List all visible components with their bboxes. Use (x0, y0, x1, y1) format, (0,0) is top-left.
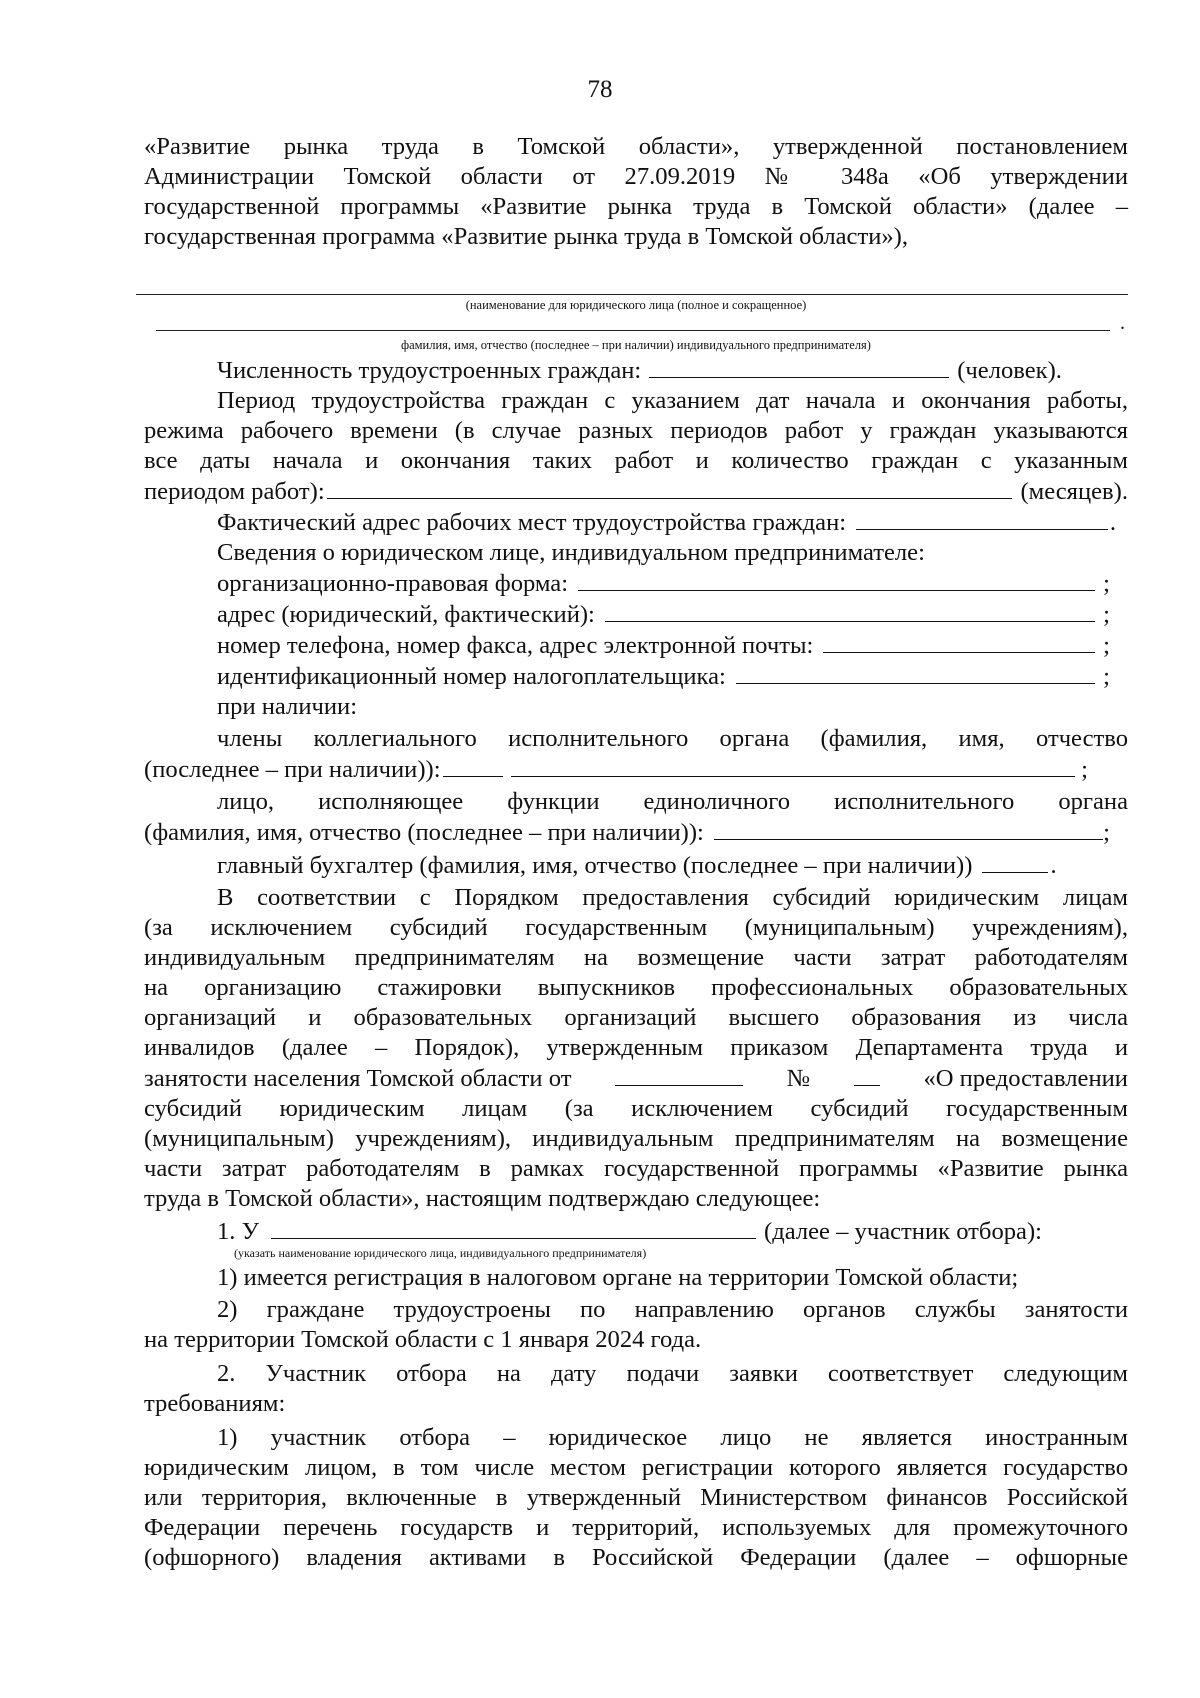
address-end: . (1109, 509, 1116, 536)
item2-sub-line: 1) участник отбора – юридическое лицо не является иностранным (217, 1424, 1128, 1451)
period-unit: (месяцев). (1020, 478, 1128, 505)
contacts-field[interactable] (823, 630, 1095, 653)
period-line: режима рабочего времени (в случае разных периодов работ у граждан указываются (144, 417, 1128, 444)
order-line: (за исключением субсидий государственным (муниципальным) учреждениям), (144, 914, 1128, 941)
legal-name-caption: (наименование для юридического лица (полное и сокращенное) (465, 298, 807, 312)
order-date-field[interactable] (615, 1063, 743, 1086)
employed-row (144, 355, 1128, 386)
board-row (144, 754, 1128, 785)
info-field-end: ; (1103, 663, 1110, 690)
board-end: ; (1081, 756, 1088, 783)
legal-address-field[interactable] (605, 599, 1095, 622)
info-field-end: ; (1103, 601, 1110, 628)
ceo-label: (фамилия, имя, отчество (последнее – при наличии)): (144, 819, 704, 846)
item1-sub: 1) имеется регистрация в налоговом органе на территории Томской области; (217, 1264, 1019, 1291)
period-label: периодом работ): (144, 478, 325, 505)
ceo-row (144, 817, 1128, 848)
participant-name-caption: (указать наименование юридического лица, индивидуального предпринимателя) (234, 1246, 647, 1260)
document-body (144, 132, 1128, 1573)
intro-line: государственной программы «Развитие рынка труда в Томской области» (далее – (144, 193, 1128, 220)
info-field-row (144, 599, 1128, 630)
item1-row (144, 1216, 1128, 1247)
order-number-sign: № (786, 1065, 811, 1092)
order-line-part: «О предоставлении (923, 1065, 1128, 1092)
legal-name-blank[interactable] (136, 294, 1128, 295)
ip-name-caption: фамилия, имя, отчество (последнее – при наличии) индивидуального предпринимателя) (401, 338, 871, 352)
address-label: Фактический адрес рабочих мест трудоустройства граждан: (217, 509, 847, 536)
participant-name-field[interactable] (271, 1216, 756, 1239)
board-label: (последнее – при наличии)): (144, 756, 441, 783)
info-field-end: ; (1103, 570, 1110, 597)
order-date-row (144, 1063, 1128, 1094)
info-field-label: идентификационный номер налогоплательщика: (217, 663, 726, 690)
ip-name-blank[interactable] (156, 330, 1110, 331)
info-field-end: ; (1103, 632, 1110, 659)
ceo-line: лицо, исполняющее функции единоличного исполнительного органа (217, 788, 1128, 815)
item1-sub: 2) граждане трудоустроены по направлению органов службы занятости (217, 1296, 1128, 1323)
accountant-field[interactable] (982, 850, 1048, 873)
order-line: В соответствии с Порядком предоставления субсидий юридическим лицам (217, 884, 1128, 911)
page-number: 78 (587, 76, 613, 103)
item2-sub-line: или территория, включенные в утвержденный Министерством финансов Российской (144, 1484, 1128, 1511)
item1-sub: на территории Томской области с 1 января 2024 года. (144, 1326, 702, 1353)
order-line-part: занятости населения Томской области от (144, 1065, 572, 1092)
order-line: индивидуальным предпринимателям на возмещение части затрат работодателям (144, 944, 1128, 971)
order-line: части затрат работодателям в рамках государственной программы «Развитие рынка (144, 1155, 1128, 1182)
item2-line: требованиям: (144, 1390, 286, 1417)
order-line: инвалидов (далее – Порядок), утвержденным приказом Департамента труда и (144, 1034, 1128, 1061)
ip-name-period: . (1120, 312, 1125, 334)
order-line: организаций и образовательных организаций высшего образования из числа (144, 1004, 1128, 1031)
intro-line: «Развитие рынка труда в Томской области», утвержденной постановлением (144, 133, 1128, 160)
order-line: труда в Томской области», настоящим подтверждаю следующее: (144, 1185, 821, 1212)
legal-form-field[interactable] (578, 568, 1095, 591)
info-title: Сведения о юридическом лице, индивидуальном предпринимателе: (217, 539, 925, 566)
employed-label: Численность трудоустроенных граждан: (217, 357, 642, 384)
address-field[interactable] (856, 507, 1108, 530)
info-field-row (144, 661, 1128, 692)
board-line: члены коллегиального исполнительного органа (фамилия, имя, отчество (217, 725, 1128, 752)
employed-unit: (человек). (957, 357, 1062, 384)
item2-line: 2. Участник отбора на дату подачи заявки соответствует следующим (217, 1360, 1128, 1387)
ceo-field[interactable] (714, 817, 1103, 840)
info-field-row (144, 630, 1128, 661)
address-row (144, 507, 1128, 538)
intro-line: государственная программа «Развитие рынка труда в Томской области»), (144, 223, 908, 250)
order-line: субсидий юридическим лицам (за исключением субсидий государственным (144, 1095, 1128, 1122)
info-field-label: организационно-правовая форма: (217, 570, 569, 597)
inn-field[interactable] (736, 661, 1095, 684)
period-line: все даты начала и окончания таких работ и количество граждан с указанным (144, 447, 1128, 474)
accountant-end: . (1050, 852, 1057, 879)
item2-sub-line: юридическим лицом, в том числе местом регистрации которого является государство (144, 1454, 1128, 1481)
period-row (144, 476, 1128, 507)
order-number-field[interactable] (854, 1063, 880, 1086)
accountant-label: главный бухгалтер (фамилия, имя, отчество (последнее – при наличии)) (217, 852, 973, 879)
item2-sub-line: Федерации перечень государств и территорий, используемых для промежуточного (144, 1514, 1128, 1541)
if-any-label: при наличии: (217, 693, 358, 720)
period-field[interactable] (327, 476, 1013, 499)
period-line: Период трудоустройства граждан с указанием дат начала и окончания работы, (217, 387, 1128, 414)
ceo-end: ; (1103, 819, 1110, 846)
item1-suffix: (далее – участник отбора): (764, 1218, 1042, 1245)
order-line: (муниципальным) учреждениям), индивидуальным предпринимателям на возмещение (144, 1125, 1128, 1152)
order-line: на организацию стажировки выпускников профессиональных образовательных (144, 974, 1128, 1001)
accountant-row (144, 850, 1128, 881)
info-field-row (144, 568, 1128, 599)
intro-line: Администрации Томской области от 27.09.2019 № 348а «Об утверждении (144, 163, 1128, 190)
info-field-label: номер телефона, номер факса, адрес электронной почты: (217, 632, 814, 659)
item2-sub-line: (офшорного) владения активами в Российской Федерации (далее – офшорные (144, 1544, 1128, 1571)
info-field-label: адрес (юридический, фактический): (217, 601, 595, 628)
item1-prefix: 1. У (217, 1218, 260, 1245)
board-field-short[interactable] (443, 754, 503, 777)
employed-field[interactable] (649, 355, 949, 378)
board-field[interactable] (511, 754, 1076, 777)
